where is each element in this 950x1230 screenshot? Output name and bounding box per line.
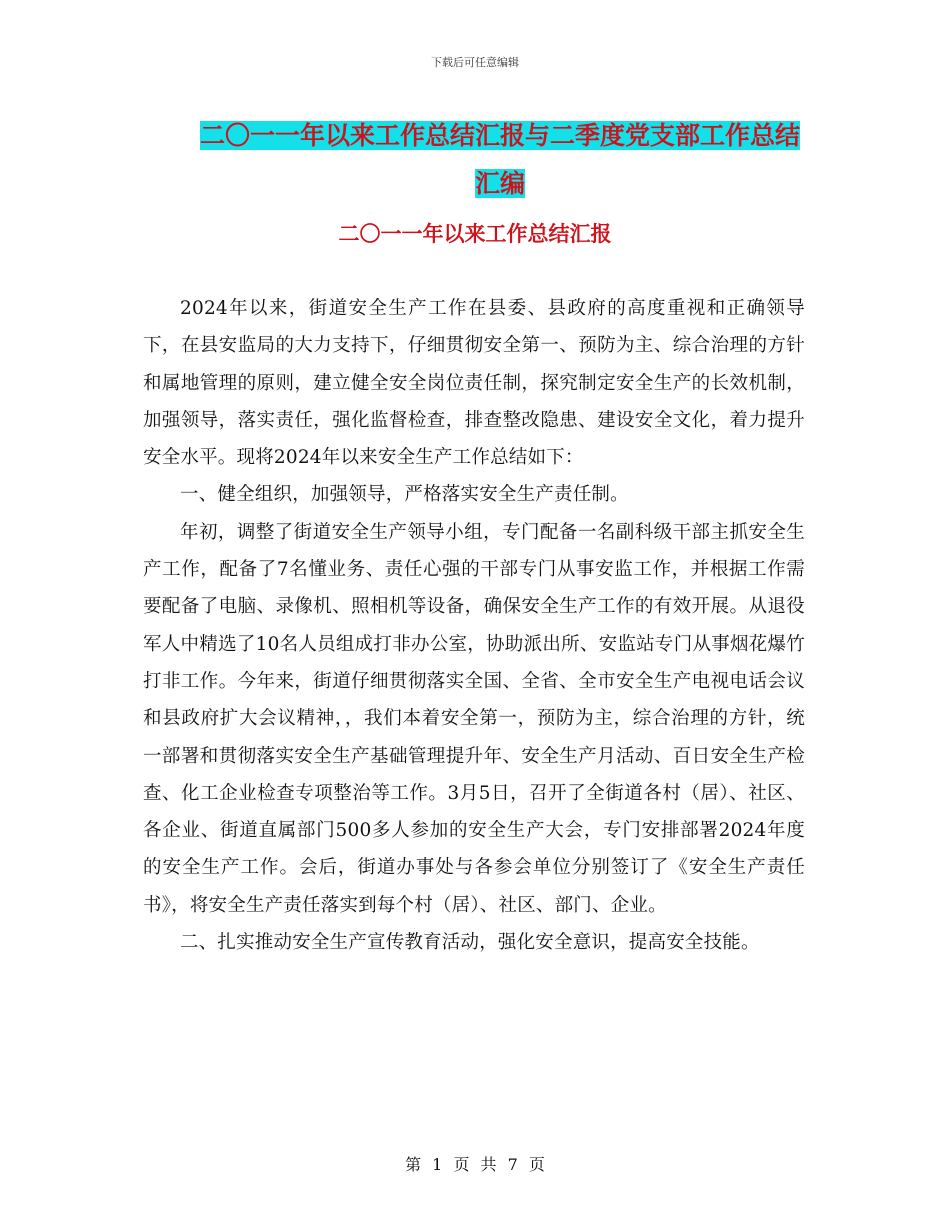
main-title-text: 二〇一一年以来工作总结汇报与二季度党支部工作总结汇编	[199, 121, 800, 198]
body-text	[143, 290, 805, 961]
page-footer: 第 1 页 共 7 页	[405, 1155, 545, 1174]
paragraph-heading-2: 二、扎实推动安全生产宣传教育活动，强化安全意识，提高安全技能。	[180, 932, 760, 954]
paragraph-heading-1: 一、健全组织，加强领导，严格落实安全生产责任制。	[180, 484, 629, 506]
paragraph-intro: 2024年以来，街道安全生产工作在县委、县政府的高度重视和正确领导下，在县安监局的大力支持下，仔细贯彻安全第一、预防为主、综合治理的方针和属地管理的原则，建立健全安全岗位责任制，探究制定安全生产的长效机制，加强领导，落实责任，强化监督检查，排查整改隐患、建设安全文化，着力提升安全水平。现将2024年以来安全生产工作总结如下：	[143, 298, 805, 469]
paragraph-body-1: 年初，调整了街道安全生产领导小组，专门配备一名副科级干部主抓安全生产工作，配备了7名懂业务、责任心强的干部专门从事安监工作，并根据工作需要配备了电脑、录像机、照相机等设备，确保安全生产工作的有效开展。从退役军人中精选了10名人员组成打非办公室，协助派出所、安监站专门从事烟花爆竹打非工作。今年来，街道仔细贯彻落实全国、全省、全市安全生产电视电话会议和县政府扩大会议精神，，我们本着安全第一，预防为主，综合治理的方针，统一部署和贯彻落实安全生产基础管理提升年、安全生产月活动、百日安全生产检查、化工企业检查专项整治等工作。3月5日，召开了全街道各村（居）、社区、各企业、街道直属部门500多人参加的安全生产大会，专门安排部署2024年度的安全生产工作。会后，街道办事处与各参会单位分别签订了《安全生产责任书》，将安全生产责任落实到每个村（居）、社区、部门、企业。	[143, 521, 805, 916]
document-main-title	[195, 112, 805, 208]
section-title: 二〇一一年以来工作总结汇报	[338, 222, 612, 246]
header-note: 下载后可任意编辑	[431, 56, 519, 69]
